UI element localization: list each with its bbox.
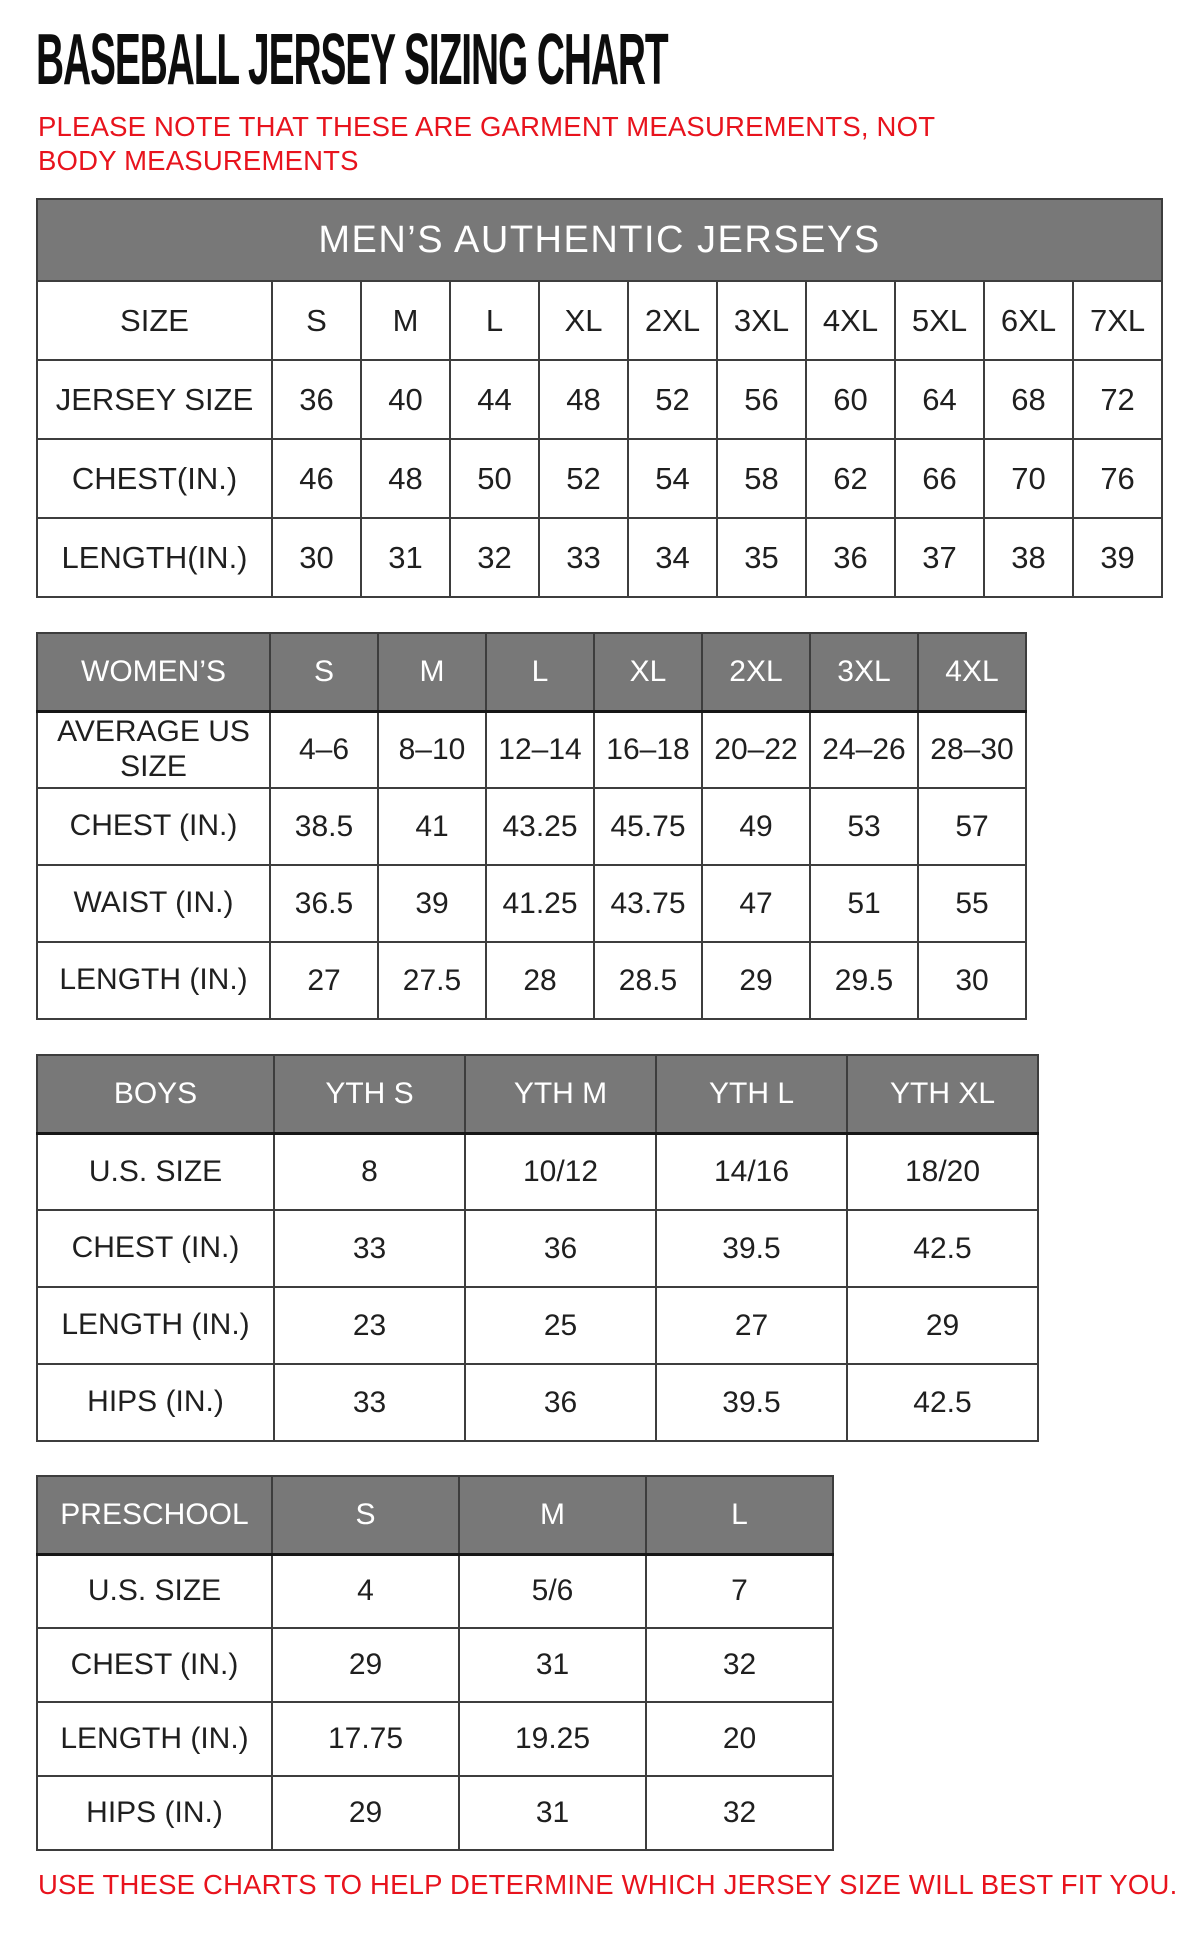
value-cell: 3XL: [717, 281, 806, 360]
value-cell: 4XL: [806, 281, 895, 360]
table-row: [37, 1210, 1038, 1287]
value-cell: 31: [459, 1776, 646, 1850]
value-cell: 38: [984, 518, 1073, 597]
value-cell: 19.25: [459, 1702, 646, 1776]
value-cell: 4–6: [270, 711, 378, 788]
row-label-cell: LENGTH(IN.): [37, 518, 272, 597]
table-row: [37, 439, 1162, 518]
value-cell: M: [361, 281, 450, 360]
value-cell: 46: [272, 439, 361, 518]
size-column-header: M: [459, 1476, 646, 1554]
preschool-table-body: [37, 1554, 833, 1850]
value-cell: 27: [656, 1287, 847, 1364]
value-cell: 43.75: [594, 865, 702, 942]
value-cell: 60: [806, 360, 895, 439]
row-label-cell: LENGTH (IN.): [37, 1287, 274, 1364]
table-row: [37, 711, 1026, 788]
size-column-header: XL: [594, 633, 702, 711]
value-cell: 14/16: [656, 1133, 847, 1210]
value-cell: 20: [646, 1702, 833, 1776]
value-cell: 39.5: [656, 1364, 847, 1441]
value-cell: 47: [702, 865, 810, 942]
value-cell: 24–26: [810, 711, 918, 788]
table-row: [37, 1776, 833, 1850]
value-cell: 16–18: [594, 711, 702, 788]
value-cell: 57: [918, 788, 1026, 865]
table-row: [37, 788, 1026, 865]
value-cell: 41: [378, 788, 486, 865]
value-cell: 66: [895, 439, 984, 518]
value-cell: 56: [717, 360, 806, 439]
value-cell: 33: [274, 1364, 465, 1441]
value-cell: 10/12: [465, 1133, 656, 1210]
row-label-cell: SIZE: [37, 281, 272, 360]
value-cell: 7: [646, 1554, 833, 1628]
value-cell: 55: [918, 865, 1026, 942]
value-cell: 20–22: [702, 711, 810, 788]
size-column-header: L: [486, 633, 594, 711]
table-row: [37, 1702, 833, 1776]
value-cell: 76: [1073, 439, 1162, 518]
value-cell: 5XL: [895, 281, 984, 360]
preschool-jerseys-table: [36, 1475, 834, 1851]
mens-table-banner: MEN’S AUTHENTIC JERSEYS: [37, 199, 1162, 281]
value-cell: 29: [702, 942, 810, 1019]
fit-advice-footer: USE THESE CHARTS TO HELP DETERMINE WHICH JERSEY SIZE WILL BEST FIT YOU.: [38, 1869, 1178, 1900]
row-label-cell: CHEST (IN.): [37, 1628, 272, 1702]
value-cell: 12–14: [486, 711, 594, 788]
value-cell: 50: [450, 439, 539, 518]
value-cell: 39: [378, 865, 486, 942]
value-cell: 30: [918, 942, 1026, 1019]
value-cell: 35: [717, 518, 806, 597]
value-cell: 43.25: [486, 788, 594, 865]
size-column-header: YTH M: [465, 1055, 656, 1133]
value-cell: 7XL: [1073, 281, 1162, 360]
value-cell: 39.5: [656, 1210, 847, 1287]
value-cell: 32: [646, 1628, 833, 1702]
value-cell: 62: [806, 439, 895, 518]
value-cell: 42.5: [847, 1210, 1038, 1287]
table-row: [37, 942, 1026, 1019]
value-cell: 44: [450, 360, 539, 439]
value-cell: 17.75: [272, 1702, 459, 1776]
page-title: BASEBALL JERSEY SIZING CHART: [36, 20, 668, 100]
size-column-header: M: [378, 633, 486, 711]
table-row: [37, 865, 1026, 942]
value-cell: 52: [539, 439, 628, 518]
size-column-header: 3XL: [810, 633, 918, 711]
table-row: [37, 1554, 833, 1628]
size-column-header: YTH S: [274, 1055, 465, 1133]
value-cell: 70: [984, 439, 1073, 518]
boys-table-body: [37, 1133, 1038, 1441]
value-cell: 34: [628, 518, 717, 597]
table-row: [37, 1364, 1038, 1441]
table-row: [37, 1133, 1038, 1210]
value-cell: 58: [717, 439, 806, 518]
womens-jerseys-table: [36, 632, 1027, 1020]
mens-authentic-jerseys-table: [36, 198, 1163, 598]
value-cell: 36: [806, 518, 895, 597]
garment-measurements-note: PLEASE NOTE THAT THESE ARE GARMENT MEASUREMENTS, NOT BODY MEASUREMENTS: [38, 111, 935, 176]
value-cell: 29.5: [810, 942, 918, 1019]
value-cell: 29: [272, 1776, 459, 1850]
value-cell: 36: [465, 1364, 656, 1441]
table-title-cell: WOMEN’S: [37, 633, 270, 711]
value-cell: 33: [539, 518, 628, 597]
value-cell: 5/6: [459, 1554, 646, 1628]
womens-table-body: [37, 711, 1026, 1019]
row-label-cell: U.S. SIZE: [37, 1133, 274, 1210]
row-label-cell: LENGTH (IN.): [37, 1702, 272, 1776]
value-cell: 28.5: [594, 942, 702, 1019]
value-cell: 33: [274, 1210, 465, 1287]
value-cell: 53: [810, 788, 918, 865]
value-cell: 32: [646, 1776, 833, 1850]
value-cell: 49: [702, 788, 810, 865]
size-column-header: 2XL: [702, 633, 810, 711]
row-label-cell: LENGTH (IN.): [37, 942, 270, 1019]
table-row: [37, 281, 1162, 360]
womens-table-header-row: [37, 633, 1026, 711]
value-cell: S: [272, 281, 361, 360]
value-cell: 2XL: [628, 281, 717, 360]
row-label-cell: WAIST (IN.): [37, 865, 270, 942]
value-cell: 32: [450, 518, 539, 597]
value-cell: 30: [272, 518, 361, 597]
value-cell: 4: [272, 1554, 459, 1628]
value-cell: 28: [486, 942, 594, 1019]
value-cell: 48: [539, 360, 628, 439]
size-column-header: YTH XL: [847, 1055, 1038, 1133]
row-label-cell: CHEST (IN.): [37, 788, 270, 865]
value-cell: 23: [274, 1287, 465, 1364]
value-cell: 37: [895, 518, 984, 597]
value-cell: 28–30: [918, 711, 1026, 788]
value-cell: 68: [984, 360, 1073, 439]
value-cell: 36.5: [270, 865, 378, 942]
table-banner-row: [37, 199, 1162, 281]
value-cell: 36: [272, 360, 361, 439]
value-cell: 52: [628, 360, 717, 439]
size-column-header: YTH L: [656, 1055, 847, 1133]
table-title-cell: BOYS: [37, 1055, 274, 1133]
row-label-cell: JERSEY SIZE: [37, 360, 272, 439]
mens-table-body: [37, 281, 1162, 597]
value-cell: 18/20: [847, 1133, 1038, 1210]
table-row: [37, 518, 1162, 597]
row-label-cell: HIPS (IN.): [37, 1776, 272, 1850]
value-cell: 8: [274, 1133, 465, 1210]
boys-table-header-row: [37, 1055, 1038, 1133]
size-column-header: S: [272, 1476, 459, 1554]
value-cell: 27.5: [378, 942, 486, 1019]
value-cell: 8–10: [378, 711, 486, 788]
size-column-header: 4XL: [918, 633, 1026, 711]
value-cell: 42.5: [847, 1364, 1038, 1441]
row-label-cell: CHEST (IN.): [37, 1210, 274, 1287]
table-row: [37, 360, 1162, 439]
value-cell: 39: [1073, 518, 1162, 597]
value-cell: 41.25: [486, 865, 594, 942]
value-cell: 6XL: [984, 281, 1073, 360]
row-label-cell: HIPS (IN.): [37, 1364, 274, 1441]
value-cell: 48: [361, 439, 450, 518]
value-cell: 29: [847, 1287, 1038, 1364]
value-cell: 29: [272, 1628, 459, 1702]
boys-jerseys-table: [36, 1054, 1039, 1442]
row-label-cell: U.S. SIZE: [37, 1554, 272, 1628]
preschool-table-header-row: [37, 1476, 833, 1554]
row-label-cell: AVERAGE US SIZE: [37, 711, 270, 788]
size-column-header: S: [270, 633, 378, 711]
table-row: [37, 1628, 833, 1702]
value-cell: XL: [539, 281, 628, 360]
value-cell: L: [450, 281, 539, 360]
table-title-cell: PRESCHOOL: [37, 1476, 272, 1554]
row-label-cell: CHEST(IN.): [37, 439, 272, 518]
value-cell: 64: [895, 360, 984, 439]
value-cell: 45.75: [594, 788, 702, 865]
value-cell: 31: [459, 1628, 646, 1702]
table-row: [37, 1287, 1038, 1364]
value-cell: 27: [270, 942, 378, 1019]
value-cell: 31: [361, 518, 450, 597]
size-column-header: L: [646, 1476, 833, 1554]
value-cell: 40: [361, 360, 450, 439]
value-cell: 72: [1073, 360, 1162, 439]
value-cell: 38.5: [270, 788, 378, 865]
value-cell: 25: [465, 1287, 656, 1364]
value-cell: 51: [810, 865, 918, 942]
value-cell: 54: [628, 439, 717, 518]
value-cell: 36: [465, 1210, 656, 1287]
